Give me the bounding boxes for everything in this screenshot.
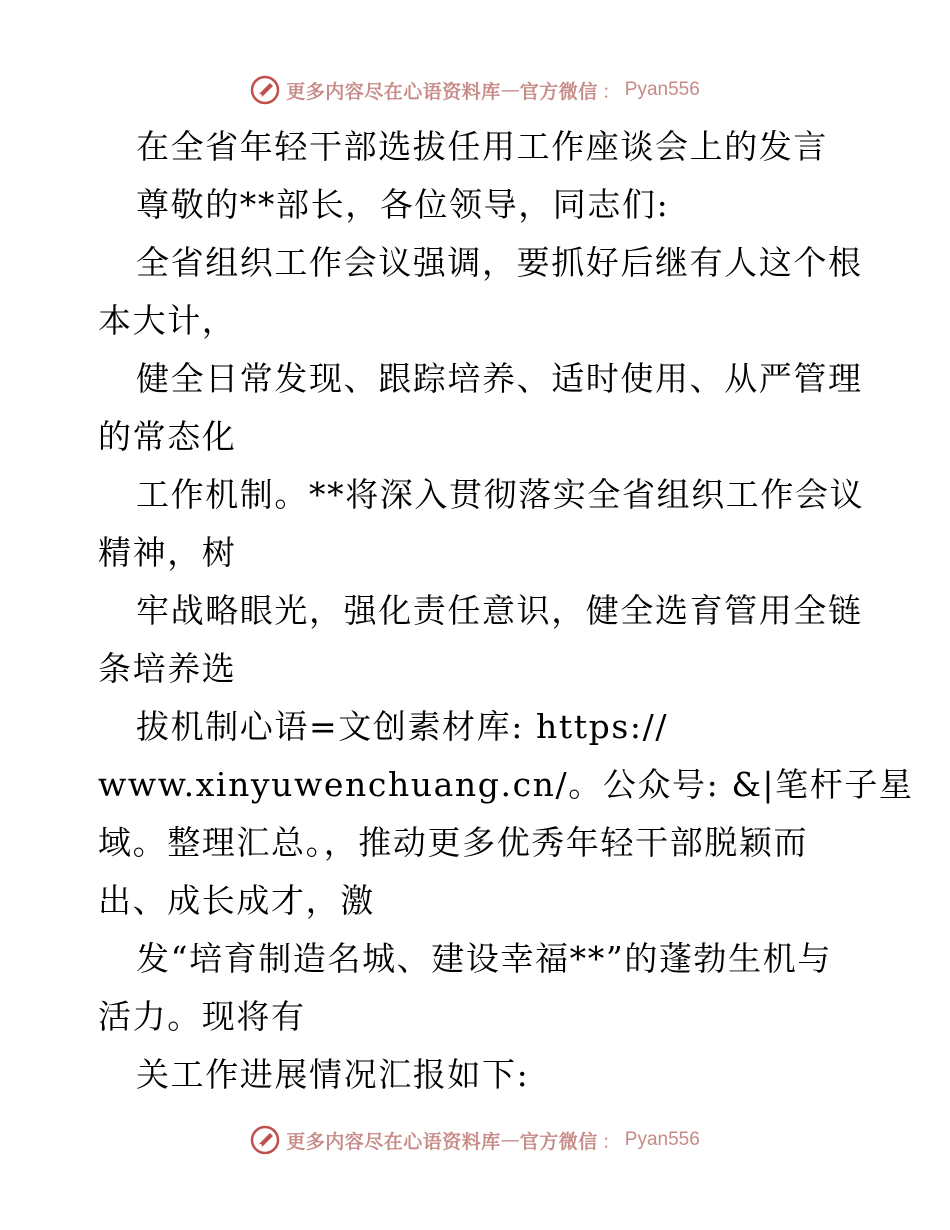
watermark-official: 官方微信 bbox=[519, 80, 598, 103]
document-title: 在全省年轻干部选拔任用工作座谈会上的发言 bbox=[136, 127, 828, 166]
watermark-dash: — bbox=[500, 79, 520, 101]
text-line: 全省组织工作会议强调，要抓好后继有人这个根 bbox=[136, 243, 863, 282]
footer-watermark bbox=[0, 1120, 950, 1160]
watermark-separator: ： bbox=[601, 80, 621, 103]
header-watermark bbox=[0, 70, 950, 110]
watermark-wechat-id: Pyan556 bbox=[624, 1129, 700, 1150]
text-line: 精神，树 bbox=[98, 533, 237, 572]
watermark-wechat-id: Pyan556 bbox=[624, 79, 700, 100]
watermark-separator: ： bbox=[601, 1130, 621, 1153]
text-line: www.xinyuwenchuang.cn/。公众号: &|笔杆子星 bbox=[98, 765, 914, 804]
text-line: 牢战略眼光，强化责任意识，健全选育管用全链 bbox=[136, 591, 863, 630]
text-line: 本大计， bbox=[98, 301, 237, 340]
text-line: 条培养选 bbox=[98, 649, 237, 688]
text-line: 拔机制心语=文创素材库: https:// bbox=[136, 707, 669, 746]
brand-logo-icon bbox=[250, 75, 280, 105]
watermark-text: 更多内容尽在心语资料库 bbox=[286, 1130, 501, 1153]
document-body bbox=[98, 118, 914, 1104]
watermark-text: 更多内容尽在心语资料库 bbox=[286, 80, 501, 103]
watermark-dash: — bbox=[500, 1129, 520, 1151]
text-line: 活力。现将有 bbox=[98, 997, 306, 1036]
text-line: 的常态化 bbox=[98, 417, 237, 456]
watermark-official: 官方微信 bbox=[519, 1130, 598, 1153]
text-line: 健全日常发现、跟踪培养、适时使用、从严管理 bbox=[136, 359, 863, 398]
text-line: 发“培育制造名城、建设幸福**”的蓬勃生机与 bbox=[136, 939, 832, 978]
brand-logo-icon bbox=[250, 1125, 280, 1155]
salutation: 尊敬的**部长，各位领导，同志们: bbox=[136, 185, 670, 224]
text-line: 域。整理汇总。，推动更多优秀年轻干部脱颖而 bbox=[98, 823, 809, 862]
text-line: 工作机制。**将深入贯彻落实全省组织工作会议 bbox=[136, 475, 865, 514]
text-line: 关工作进展情况汇报如下: bbox=[136, 1055, 530, 1094]
text-line: 出、成长成才，激 bbox=[98, 881, 375, 920]
